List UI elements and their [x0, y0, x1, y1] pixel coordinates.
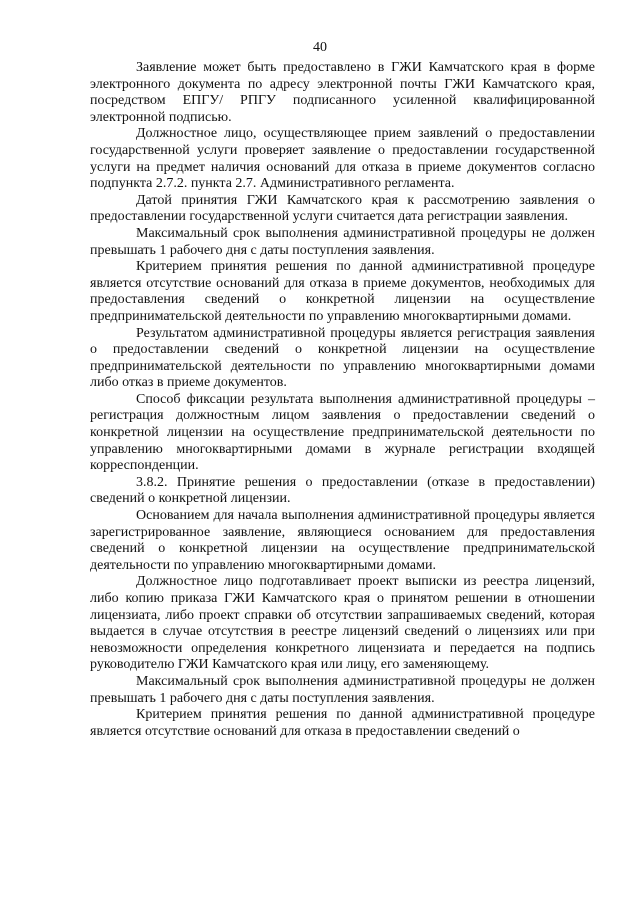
paragraph: Результатом административной процедуры является регистрация заявления о предоставлении сведений о конкретной лицензии на осуществление предпринимательской деятельности по управлению многоквартирными домами либо отказ в приеме документов. — [90, 325, 595, 391]
page-body — [90, 60, 595, 740]
paragraph: Датой принятия ГЖИ Камчатского края к рассмотрению заявления о предоставлении государственной услуги считается дата регистрации заявления. — [90, 192, 595, 225]
paragraph: Должностное лицо, осуществляющее прием заявлений о предоставлении государственной услуги проверяет заявление о предоставлении государственной услуги на предмет наличия оснований для отказа в приеме документов согласно подпункта 2.7.2. пункта 2.7. Административного регламента. — [90, 126, 595, 192]
paragraph: Максимальный срок выполнения административной процедуры не должен превышать 1 рабочего дня с даты поступления заявления. — [90, 673, 595, 706]
paragraph: Способ фиксации результата выполнения административной процедуры – регистрация должностным лицом заявления о предоставлении сведений о конкретной лицензии на осуществление предпринимательской деятельности по управлению многоквартирными домами в журнале регистрации входящей корреспонденции. — [90, 391, 595, 474]
paragraph: Максимальный срок выполнения административной процедуры не должен превышать 1 рабочего дня с даты поступления заявления. — [90, 225, 595, 258]
paragraph: Критерием принятия решения по данной административной процедуре является отсутствие оснований для отказа в предоставлении сведений о — [90, 707, 595, 739]
paragraph: Критерием принятия решения по данной административной процедуре является отсутствие оснований для отказа в приеме документов, необходимых для предоставления сведений о конкретной лицензии на осуществление предпринимательской деятельности по управлению многоквартирными домами. — [90, 259, 595, 324]
paragraph: Основанием для начала выполнения административной процедуры является зарегистрированное заявление, являющиеся основанием для предоставления сведений о конкретной лицензии на осуществление предпринимательской деятельности по управлению многоквартирными домами. — [90, 508, 595, 573]
paragraph: Заявление может быть предоставлено в ГЖИ Камчатского края в форме электронного документа по адресу электронной почты ГЖИ Камчатского края, посредством ЕПГУ/ РПГУ подписанного усиленной квалифицированной электронной подписью. — [90, 60, 595, 125]
paragraph: Должностное лицо подготавливает проект выписки из реестра лицензий, либо копию приказа ГЖИ Камчатского края о принятом решении в отношении лицензиата, либо проект справки об отсутствии запрашиваемых сведений, которая выдается в случае отсутствия в реестре лицензий сведений о лицензиях или при невозможности определения конкретного лицензиата и передается на подпись руководителю ГЖИ Камчатского края или лицу, его заменяющему. — [90, 574, 595, 673]
section-heading: 3.8.2. Принятие решения о предоставлении (отказе в предоставлении) сведений о конкретной лицензии. — [90, 474, 595, 507]
page-number: 40 — [313, 40, 327, 55]
